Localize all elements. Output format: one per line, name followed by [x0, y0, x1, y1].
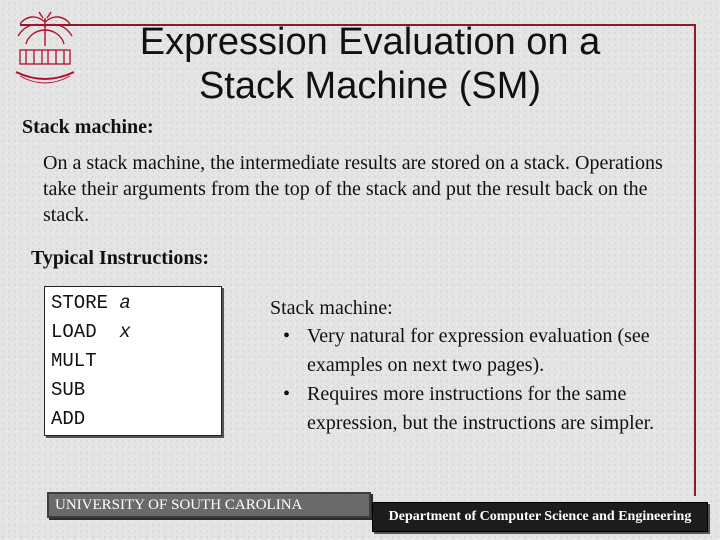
section-heading-typical-instructions: Typical Instructions: — [31, 247, 209, 269]
bullet-text: Very natural for expression evaluation (see examples on next two pages). — [307, 325, 650, 376]
footer-university: UNIVERSITY OF SOUTH CAROLINA — [47, 492, 371, 518]
list-item — [283, 322, 693, 380]
bullet-text: Requires more instructions for the same expression, but the instructions are simpler. — [307, 383, 655, 434]
university-seal-logo — [6, 6, 84, 90]
section-heading-stack-machine: Stack machine: — [22, 116, 154, 138]
instruction-op: LOAD — [51, 321, 97, 343]
instruction-op: SUB — [51, 379, 86, 401]
stack-machine-subheading: Stack machine: — [270, 297, 393, 319]
bullet-icon: • — [283, 383, 291, 405]
instruction-arg: x — [119, 321, 131, 343]
instruction-op: STORE — [51, 292, 109, 314]
instruction-op: ADD — [51, 408, 86, 430]
bullet-icon: • — [283, 325, 291, 347]
instruction-line — [51, 318, 221, 347]
instruction-line — [51, 376, 221, 405]
instruction-op: MULT — [51, 350, 97, 372]
description-paragraph: On a stack machine, the intermediate results are stored on a stack. Operations take their arguments from the top of the stack and put the result back on the stack. — [43, 152, 663, 226]
instruction-line — [51, 405, 221, 434]
advantages-list — [283, 322, 693, 438]
title-line-2: Stack Machine (SM) — [198, 65, 542, 107]
slide-title — [90, 20, 650, 108]
instruction-arg: a — [119, 292, 131, 314]
title-line-1: Expression Evaluation on a — [139, 21, 601, 63]
instruction-code-box — [44, 286, 222, 436]
list-item — [283, 380, 693, 438]
instruction-line — [51, 347, 221, 376]
instruction-line — [51, 289, 221, 318]
footer-department: Department of Computer Science and Engineering — [372, 502, 708, 532]
